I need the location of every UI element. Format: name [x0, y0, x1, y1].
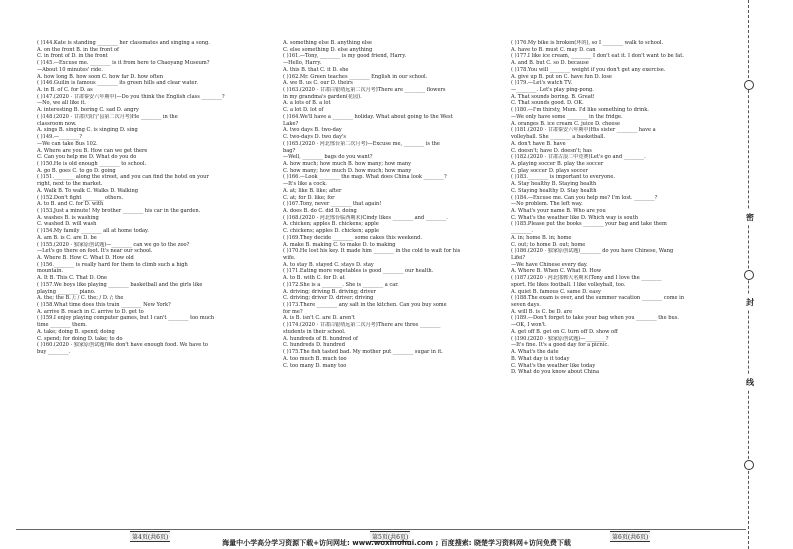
question-line: A. hundreds of B. hundred of: [283, 335, 358, 342]
question-line: mountain.: [37, 268, 64, 275]
question-line: A. to stay B. stayed C. stays D. stay: [283, 261, 374, 268]
question-line: C. That sounds good. D. OK.: [511, 100, 584, 107]
question-line: A. am B. is C. are D. be: [37, 234, 97, 241]
question-line: A. take; doing B. spend; doing: [37, 328, 115, 335]
question-line: ( )162.Mr. Green teaches ________ English in our school.: [283, 73, 428, 80]
question-line: A. does B. do C. did D. doing: [283, 207, 357, 214]
question-line: A. Stay healthy B. Staying health: [511, 181, 597, 188]
question-line: ( )150.He is old enough ________ to school.: [37, 160, 147, 167]
question-line: ( )182.(2020 · 甘肃古浪二中竞赛)Let's go and ________.: [511, 154, 646, 161]
question-line: A. in; home B. in; home: [511, 234, 572, 241]
question-line: A. to B. with C. for D. at: [283, 275, 345, 282]
question-line: ( )177.I like ice cream, ________ I don't eat it. I don't want to be fat.: [511, 53, 684, 60]
question-line: A. the; the B. /; / C. the; / D. /; the: [37, 295, 124, 302]
question-line: C. doesn't; have D. doesn't; has: [511, 147, 592, 154]
question-line: ( )156.________ is really hard for them to climb such a high: [37, 261, 188, 268]
question-line: ( )146.Guilin is famous ________ its green hills and clear water.: [37, 80, 198, 87]
question-line: A. give up B. put on C. have fun D. lose: [511, 73, 612, 80]
question-line: A. is B. isn't C. are D. aren't: [283, 315, 355, 322]
column-middle: [283, 40, 508, 369]
question-line: C. too many D. many too: [283, 362, 347, 369]
question-line: A. get off B. get on C. turn off D. show off: [511, 328, 618, 335]
question-line: —No problem. The left way.: [511, 201, 583, 208]
question-line: ( )167.Tony, never ________ that again!: [283, 201, 382, 208]
question-line: A. don't have B. have: [511, 140, 566, 147]
question-line: ( )179.—Let's watch TV.: [511, 80, 573, 87]
question-line: A. go B. goes C. to go D. going: [37, 167, 116, 174]
question-line: ( )145.—Excuse me. ________ is it from here to Chaoyang Museum?: [37, 60, 210, 67]
question-line: A. interesting B. boring C. sad D. angry: [37, 107, 139, 114]
question-line: time ________ them.: [37, 322, 87, 329]
question-line: students in their school.: [283, 328, 346, 335]
question-line: ( )147.(2020 · 甘肃秦安六年期中)—Do you think the English class ________?: [37, 93, 225, 100]
question-line: C. how many; how much D. how much; how many: [283, 167, 412, 174]
question-line: A. too much B. much too: [283, 355, 347, 362]
question-line: C. spend; for doing D. take; to do: [37, 335, 123, 342]
footer-rule: [16, 529, 746, 530]
question-line: ( )186.(2020 · 独家原创试题)________ do you have Chinese, Wang: [511, 248, 674, 255]
binding-hole: [744, 460, 754, 470]
question-line: playing ________ piano.: [37, 288, 96, 295]
question-line: ( )187.(2020 · 河北邯郸大名期末)Tony and I love the ________: [511, 275, 662, 282]
question-line: A. sings B. singing C. is singing D. sing: [37, 127, 138, 134]
question-line: ( )180.—I'm thirsty, Mum. I'd like something to drink.: [511, 107, 649, 114]
question-line: C. chickens; apples D. chicken; apple: [283, 228, 380, 235]
question-line: for me?: [283, 308, 303, 315]
question-line: seven days.: [511, 302, 541, 309]
question-line: C. washed D. will wash: [37, 221, 97, 228]
question-line: right, next to the market.: [37, 181, 103, 188]
column-right: [511, 40, 733, 376]
question-line: C. Staying healthy D. Stay health: [511, 187, 597, 194]
question-line: A. Where are you B. How can we get there: [37, 147, 148, 154]
question-line: —OK, I won't.: [511, 322, 547, 329]
question-line: ( )151.________ along the street, and you can find the hotel on your: [37, 174, 209, 181]
question-line: A. quiet B. famous C. same D. easy: [511, 288, 601, 295]
page-number-middle: 第5页(共6页): [370, 531, 410, 542]
question-line: —No, we all like it.: [37, 100, 87, 107]
question-line: C. What's the weather like D. Which way is south: [511, 214, 639, 221]
question-line: B. What day is it today: [511, 355, 570, 362]
question-line: A. That sounds boring. B. Great!: [511, 93, 595, 100]
question-line: C. Can you help me D. What do you do: [37, 154, 137, 161]
question-line: C. hundreds D. hundred: [283, 342, 345, 349]
question-line: ( )163.(2020 · 甘肃白银靖远第二次月考)There are ________ flowers: [283, 87, 446, 94]
column-left: [37, 40, 269, 356]
question-line: ( )190.(2020 · 独家原创试题)—________?: [511, 335, 609, 342]
question-line: C. play soccer D. plays soccer: [511, 167, 588, 174]
question-line: C. two-days D. two day's: [283, 134, 346, 141]
question-line: ( )183.________ is important to everyone.: [511, 174, 615, 181]
question-line: ( )160.(2020 · 独家原创试题)We don't have enough food. We have to: [37, 342, 208, 349]
question-line: A. chicken; apples B. chickens; apple: [283, 221, 379, 228]
question-line: ( )155.(2020 · 独家原创试题)—________ can we go to the zoo?: [37, 241, 190, 248]
question-line: A. we B. us C. our D. theirs: [283, 80, 353, 87]
question-line: C. in front of D. in the front: [37, 53, 108, 60]
question-line: ( )149.—________?: [37, 134, 83, 141]
website-banner: 海量中小学高分学习资源下载+访问网址: www.woxinohui.com ; 百度搜索: 晓楚学习资料网+访问免费下载: [222, 539, 571, 547]
seal-char-mi: 密: [746, 210, 754, 225]
question-line: ( )158.What time does this train ________ New York?: [37, 302, 171, 309]
question-line: —It's like a cock.: [283, 181, 327, 188]
question-line: ( )169.They decide ________ some cakes this weekend.: [283, 234, 422, 241]
question-line: buy ________.: [37, 349, 71, 356]
question-line: A. make B. making C. to make D. to making: [283, 241, 396, 248]
question-line: ( )152.Don't fight ________ others.: [37, 194, 124, 201]
question-line: —Hello, Harry.: [283, 60, 322, 67]
question-line: ( )174.(2020 · 甘肃白银靖远第二次月考)There are three ________: [283, 322, 441, 329]
question-line: ( )159.I enjoy playing computer games, but I can't ________ too much: [37, 315, 215, 322]
question-line: wife.: [283, 255, 296, 261]
question-line: ( )170.He lost his key. It made him ________ in the cold to wait for his: [283, 248, 461, 255]
question-line: A. arrive B. reach in C. arrive to D. get to: [37, 308, 144, 315]
question-line: ( )154.My family ________ all at home today.: [37, 228, 149, 235]
page-number-right: 第6页(共6页): [610, 531, 650, 542]
question-line: A. have to B. must C. may D. can: [511, 46, 596, 53]
seal-char-feng: 封: [746, 295, 754, 310]
question-line: ( )171.Eating more vegetables is good ________ our health.: [283, 268, 434, 275]
question-line: C. out; to home D. out; home: [511, 241, 586, 248]
question-line: —Well, ________ bags do you want?: [283, 154, 373, 161]
question-line: ( )178.You will ________ weight if you don't get any exercise.: [511, 66, 666, 73]
question-line: A. how long B. how soon C. how far D. how often: [37, 73, 164, 80]
question-line: A. and B. but C. so D. because: [511, 60, 589, 67]
question-line: A. to B. and C. for D. with: [37, 201, 104, 208]
question-line: A. something else B. anything else: [283, 40, 373, 46]
question-line: bag?: [283, 147, 296, 154]
question-line: ________.: [511, 228, 533, 235]
page-number-left: 第4页(共6页): [130, 531, 170, 542]
question-line: ( )148.(2020 · 甘肃庆阳宁县第二次月考)He ________ in the: [37, 113, 178, 120]
question-line: A. playing soccer B. play the soccer: [511, 160, 604, 167]
question-line: A. on the front B. in the front of: [37, 46, 119, 53]
question-line: ( )157.We boys like playing ________ basketball and the girls like: [37, 281, 203, 288]
question-line: in my grandma's garden(花园).: [283, 93, 362, 100]
question-line: sport. He likes football. I like volleyball, too.: [511, 281, 626, 288]
question-line: A. this B. that C. it D. she: [283, 66, 349, 73]
question-line: A. Where B. How C. What D. How old: [37, 255, 134, 261]
question-line: A. Where B. When C. What D. How: [511, 268, 602, 275]
binding-hole: [744, 270, 754, 280]
question-line: C. What's the weather like today: [511, 362, 596, 369]
question-line: C. else something D. else anything: [283, 46, 373, 53]
question-line: ( )189.—Don't forget to take your bag when you ________ the bus.: [511, 315, 679, 322]
question-line: classroom now.: [37, 120, 77, 127]
question-line: ( )176.My bike is broken(坏的), so I ________ walk to school.: [511, 40, 664, 46]
question-line: ( )144.Kate is standing ________ her classmates and singing a song.: [37, 40, 210, 46]
question-line: —We have Chinese every day.: [511, 261, 588, 268]
question-line: A. It B. This C. That D. One: [37, 275, 108, 282]
question-line: A. a lots of B. a lot: [283, 100, 331, 107]
question-line: A. What's the date: [511, 349, 559, 356]
question-line: A. two days B. two-day: [283, 127, 342, 134]
question-line: ( )175.The fish tasted bad. My mother put ________ sugar in it.: [283, 349, 443, 356]
question-line: C. driving; driver D. driver; driving: [283, 295, 374, 302]
question-line: ( )153.Just a minute! My brother ________ his car in the garden.: [37, 207, 201, 214]
question-line: ( )165.(2020 · 河北邢台第二次月考)—Excuse me, ________ is the: [283, 140, 440, 147]
question-line: ( )188.The exam is over, and the summer vacation ________ come in: [511, 295, 685, 302]
question-line: —We only have some ________ in the fridge.: [511, 113, 623, 120]
question-line: —We can take Bus 102.: [37, 140, 98, 147]
question-line: A. oranges B. ice cream C. juice D. cheese: [511, 120, 620, 127]
question-line: —It's fine. It's a good day for a picnic.: [511, 342, 609, 349]
question-line: D. What do you know about China: [511, 369, 599, 376]
question-line: ( )166.—Look ________ the map. What does China look ________?: [283, 174, 447, 181]
question-line: Lake?: [283, 120, 299, 127]
question-line: A. washes B. is washing: [37, 214, 99, 221]
question-line: —Let's go there on foot. It's near our school.: [37, 248, 153, 255]
binding-hole: [744, 80, 754, 90]
seal-char-xian: 线: [746, 375, 754, 390]
question-line: A. how much; how much B. how many; how many: [283, 160, 412, 167]
question-line: A. driving; driving B. driving; driver: [283, 288, 376, 295]
question-line: A. will B. is C. be D. are: [511, 308, 573, 315]
question-line: ( )184.—Excuse me. Can you help me? I'm lost. ________?: [511, 194, 658, 201]
question-line: ( )172.She is a ________. She is ________ a car.: [283, 281, 399, 288]
question-line: ( )168.(2020 · 河北邢台临西期末)Cindy likes ________ and ________.: [283, 214, 448, 221]
question-line: ( )161.—Tony, ________ is my good friend, Harry.: [283, 53, 407, 60]
question-line: A. Walk B. To walk C. Walks D. Walking: [37, 187, 139, 194]
question-line: C. at; for D. like; for: [283, 194, 335, 201]
question-line: ( )185.Please put the books ________ your bag and take them: [511, 221, 667, 228]
question-line: A. What's your name B. Who are you: [511, 207, 606, 214]
question-line: A. in B. of C. for D. as: [37, 87, 93, 94]
question-line: —________. Let's play ping-pong.: [511, 87, 594, 94]
question-line: —About 10 minutes' ride.: [37, 66, 103, 73]
question-line: ( )173.There ________ any salt in the kitchen. Can you buy some: [283, 302, 447, 309]
question-line: ( )164.We'll have a ________ holiday. What about going to the West: [283, 113, 453, 120]
question-line: C. a lot D. lot of: [283, 107, 324, 114]
question-line: A. at; like B. like; after: [283, 187, 342, 194]
question-line: ( )181.(2020 · 甘肃秦安六年期中)His sister ________ have a: [511, 127, 656, 134]
question-line: volleyball. She ________ a basketball.: [511, 134, 606, 141]
question-line: Lifei?: [511, 255, 526, 261]
